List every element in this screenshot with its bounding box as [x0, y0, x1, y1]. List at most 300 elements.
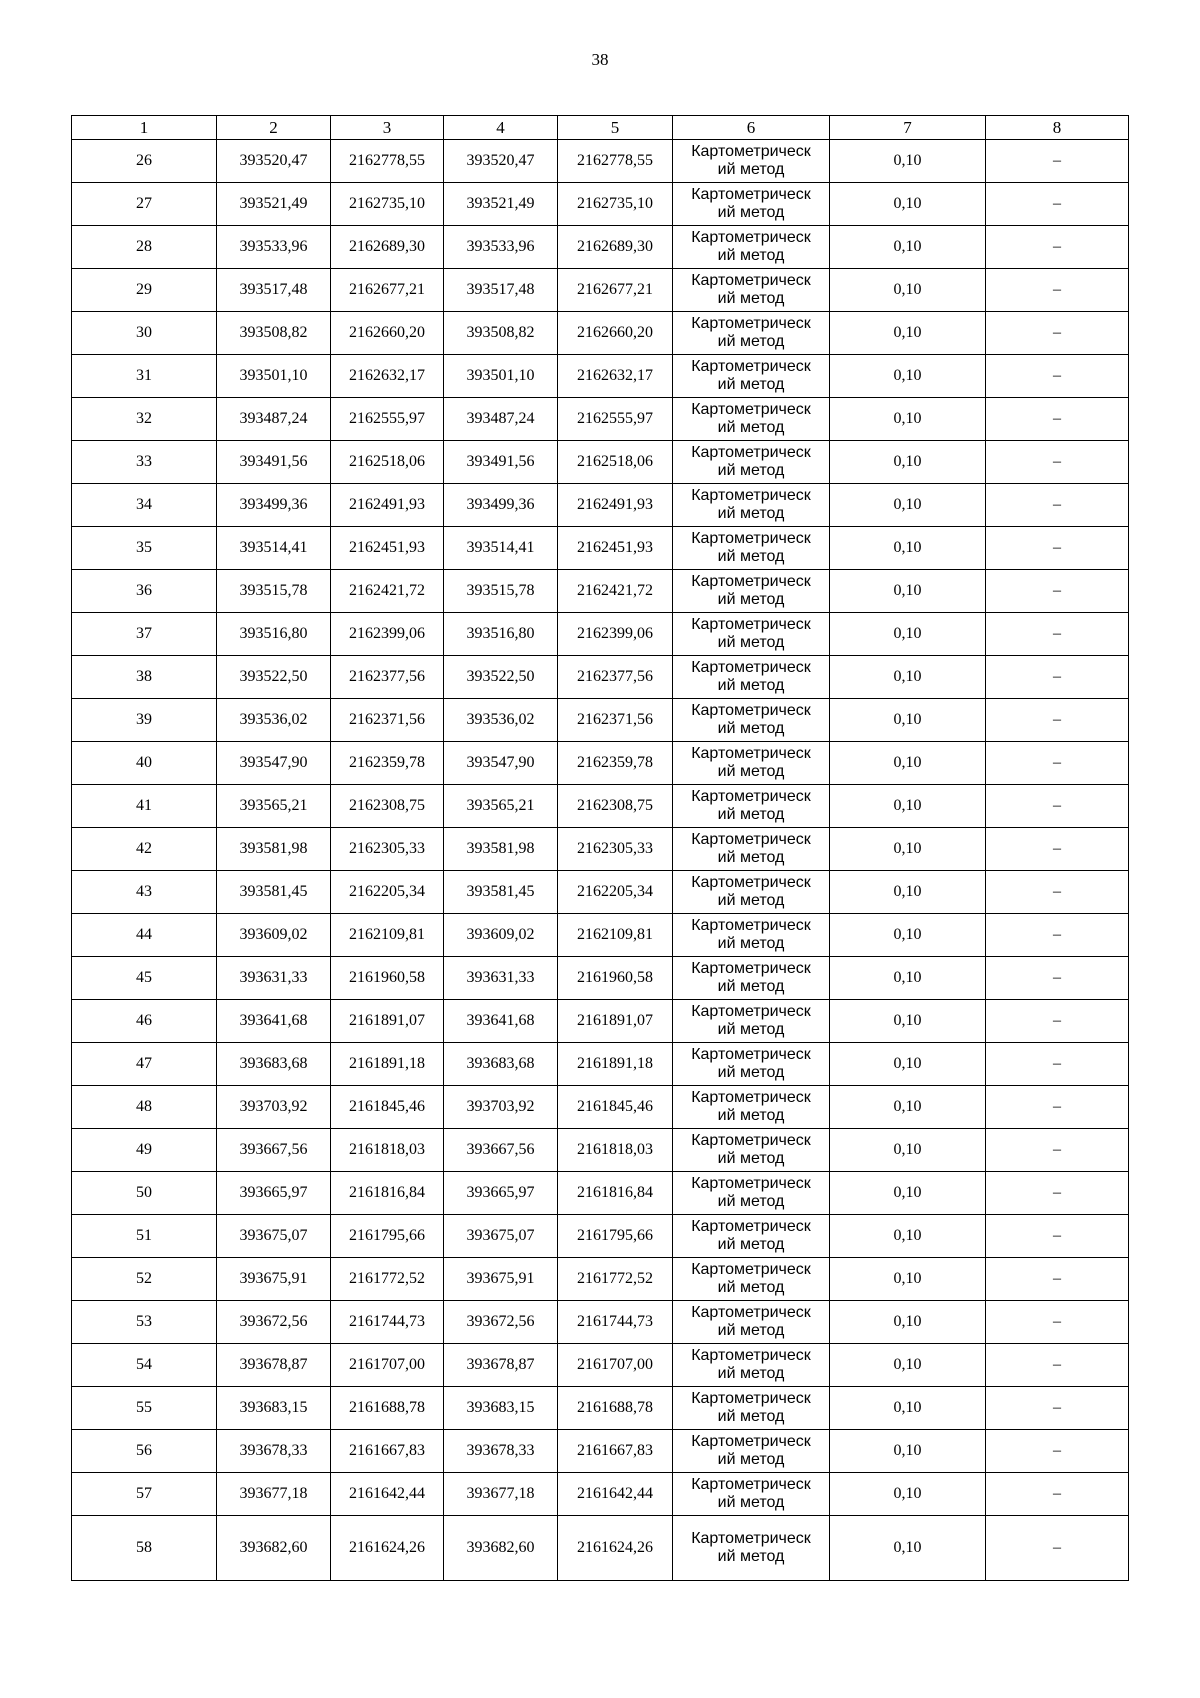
x-coordinate-cell: 393491,56 [444, 441, 558, 484]
method-line: Картометрическ [691, 143, 811, 160]
accuracy-cell: 0,10 [830, 656, 986, 699]
y-coordinate-cell: 2162377,56 [558, 656, 673, 699]
x-coordinate-cell: 393520,47 [217, 140, 331, 183]
y-coordinate-cell: 2162305,33 [558, 828, 673, 871]
accuracy-cell: 0,10 [830, 1344, 986, 1387]
x-coordinate-cell: 393501,10 [217, 355, 331, 398]
point-number-cell: 55 [72, 1387, 217, 1430]
x-coordinate-cell: 393514,41 [217, 527, 331, 570]
x-coordinate-cell: 393683,15 [444, 1387, 558, 1430]
column-header: 4 [444, 116, 558, 140]
table-row [72, 355, 1129, 398]
y-coordinate-cell: 2161744,73 [331, 1301, 444, 1344]
table-row [72, 1215, 1129, 1258]
method-cell [673, 183, 830, 226]
note-cell: – [986, 1387, 1129, 1430]
method-cell [673, 355, 830, 398]
table-row [72, 183, 1129, 226]
x-coordinate-cell: 393487,24 [444, 398, 558, 441]
column-header: 6 [673, 116, 830, 140]
x-coordinate-cell: 393499,36 [217, 484, 331, 527]
point-number-cell: 58 [72, 1516, 217, 1581]
method-line: ий метод [717, 548, 785, 565]
point-number-cell: 44 [72, 914, 217, 957]
y-coordinate-cell: 2162735,10 [558, 183, 673, 226]
method-line: ий метод [717, 1548, 785, 1565]
table-row [72, 957, 1129, 1000]
method-line: ий метод [717, 247, 785, 264]
note-cell: – [986, 183, 1129, 226]
x-coordinate-cell: 393609,02 [444, 914, 558, 957]
table-row [72, 398, 1129, 441]
accuracy-cell: 0,10 [830, 312, 986, 355]
accuracy-cell: 0,10 [830, 1129, 986, 1172]
note-cell: – [986, 1215, 1129, 1258]
method-cell [673, 1516, 830, 1581]
accuracy-cell: 0,10 [830, 1473, 986, 1516]
accuracy-cell: 0,10 [830, 183, 986, 226]
x-coordinate-cell: 393533,96 [444, 226, 558, 269]
method-line: Картометрическ [691, 616, 811, 633]
method-line: Картометрическ [691, 702, 811, 719]
x-coordinate-cell: 393516,80 [217, 613, 331, 656]
y-coordinate-cell: 2162109,81 [331, 914, 444, 957]
point-number-cell: 40 [72, 742, 217, 785]
x-coordinate-cell: 393665,97 [217, 1172, 331, 1215]
note-cell: – [986, 484, 1129, 527]
point-number-cell: 50 [72, 1172, 217, 1215]
y-coordinate-cell: 2161816,84 [331, 1172, 444, 1215]
point-number-cell: 38 [72, 656, 217, 699]
note-cell: – [986, 699, 1129, 742]
method-line: ий метод [717, 376, 785, 393]
note-cell: – [986, 1301, 1129, 1344]
method-line: ий метод [717, 1494, 785, 1511]
y-coordinate-cell: 2162308,75 [331, 785, 444, 828]
x-coordinate-cell: 393581,98 [217, 828, 331, 871]
point-number-cell: 26 [72, 140, 217, 183]
accuracy-cell: 0,10 [830, 613, 986, 656]
y-coordinate-cell: 2161845,46 [331, 1086, 444, 1129]
method-line: Картометрическ [691, 1261, 811, 1278]
point-number-cell: 28 [72, 226, 217, 269]
table-row [72, 1301, 1129, 1344]
method-line: Картометрическ [691, 1003, 811, 1020]
y-coordinate-cell: 2162491,93 [331, 484, 444, 527]
y-coordinate-cell: 2161816,84 [558, 1172, 673, 1215]
x-coordinate-cell: 393703,92 [217, 1086, 331, 1129]
method-cell [673, 613, 830, 656]
method-line: Картометрическ [691, 444, 811, 461]
x-coordinate-cell: 393675,07 [217, 1215, 331, 1258]
y-coordinate-cell: 2162555,97 [558, 398, 673, 441]
table-row [72, 742, 1129, 785]
y-coordinate-cell: 2162451,93 [558, 527, 673, 570]
y-coordinate-cell: 2162689,30 [331, 226, 444, 269]
y-coordinate-cell: 2161642,44 [558, 1473, 673, 1516]
table-row [72, 441, 1129, 484]
note-cell: – [986, 226, 1129, 269]
x-coordinate-cell: 393516,80 [444, 613, 558, 656]
point-number-cell: 30 [72, 312, 217, 355]
method-cell [673, 828, 830, 871]
accuracy-cell: 0,10 [830, 269, 986, 312]
accuracy-cell: 0,10 [830, 355, 986, 398]
method-line: ий метод [717, 720, 785, 737]
point-number-cell: 43 [72, 871, 217, 914]
y-coordinate-cell: 2161891,07 [558, 1000, 673, 1043]
method-line: ий метод [717, 1365, 785, 1382]
y-coordinate-cell: 2162491,93 [558, 484, 673, 527]
method-cell [673, 226, 830, 269]
x-coordinate-cell: 393682,60 [444, 1516, 558, 1581]
y-coordinate-cell: 2161624,26 [558, 1516, 673, 1581]
table-row [72, 484, 1129, 527]
method-cell [673, 398, 830, 441]
x-coordinate-cell: 393677,18 [217, 1473, 331, 1516]
method-line: Картометрическ [691, 1132, 811, 1149]
method-line: ий метод [717, 1279, 785, 1296]
x-coordinate-cell: 393515,78 [444, 570, 558, 613]
table-row [72, 656, 1129, 699]
y-coordinate-cell: 2161960,58 [331, 957, 444, 1000]
accuracy-cell: 0,10 [830, 441, 986, 484]
accuracy-cell: 0,10 [830, 484, 986, 527]
accuracy-cell: 0,10 [830, 1172, 986, 1215]
y-coordinate-cell: 2161772,52 [331, 1258, 444, 1301]
table-row [72, 1344, 1129, 1387]
x-coordinate-cell: 393703,92 [444, 1086, 558, 1129]
y-coordinate-cell: 2162377,56 [331, 656, 444, 699]
note-cell: – [986, 1516, 1129, 1581]
accuracy-cell: 0,10 [830, 226, 986, 269]
y-coordinate-cell: 2161891,07 [331, 1000, 444, 1043]
x-coordinate-cell: 393683,15 [217, 1387, 331, 1430]
note-cell: – [986, 914, 1129, 957]
method-line: ий метод [717, 290, 785, 307]
point-number-cell: 53 [72, 1301, 217, 1344]
method-cell [673, 441, 830, 484]
accuracy-cell: 0,10 [830, 828, 986, 871]
accuracy-cell: 0,10 [830, 398, 986, 441]
note-cell: – [986, 1172, 1129, 1215]
note-cell: – [986, 1043, 1129, 1086]
method-line: ий метод [717, 1107, 785, 1124]
x-coordinate-cell: 393514,41 [444, 527, 558, 570]
y-coordinate-cell: 2162632,17 [331, 355, 444, 398]
method-line: ий метод [717, 978, 785, 995]
method-line: ий метод [717, 1150, 785, 1167]
accuracy-cell: 0,10 [830, 1301, 986, 1344]
method-cell [673, 914, 830, 957]
method-line: ий метод [717, 1451, 785, 1468]
accuracy-cell: 0,10 [830, 1387, 986, 1430]
y-coordinate-cell: 2162359,78 [331, 742, 444, 785]
y-coordinate-cell: 2162632,17 [558, 355, 673, 398]
accuracy-cell: 0,10 [830, 570, 986, 613]
method-cell [673, 1473, 830, 1516]
table-row [72, 269, 1129, 312]
point-number-cell: 45 [72, 957, 217, 1000]
y-coordinate-cell: 2161667,83 [331, 1430, 444, 1473]
method-line: ий метод [717, 161, 785, 178]
x-coordinate-cell: 393508,82 [217, 312, 331, 355]
column-header: 5 [558, 116, 673, 140]
accuracy-cell: 0,10 [830, 1516, 986, 1581]
method-cell [673, 1215, 830, 1258]
method-line: ий метод [717, 591, 785, 608]
method-cell [673, 1129, 830, 1172]
method-line: ий метод [717, 1322, 785, 1339]
x-coordinate-cell: 393499,36 [444, 484, 558, 527]
x-coordinate-cell: 393678,33 [217, 1430, 331, 1473]
method-cell [673, 140, 830, 183]
x-coordinate-cell: 393672,56 [217, 1301, 331, 1344]
y-coordinate-cell: 2161795,66 [558, 1215, 673, 1258]
method-line: Картометрическ [691, 788, 811, 805]
point-number-cell: 56 [72, 1430, 217, 1473]
note-cell: – [986, 613, 1129, 656]
x-coordinate-cell: 393682,60 [217, 1516, 331, 1581]
point-number-cell: 42 [72, 828, 217, 871]
x-coordinate-cell: 393675,91 [444, 1258, 558, 1301]
accuracy-cell: 0,10 [830, 785, 986, 828]
x-coordinate-cell: 393641,68 [444, 1000, 558, 1043]
method-line: Картометрическ [691, 1347, 811, 1364]
y-coordinate-cell: 2162359,78 [558, 742, 673, 785]
y-coordinate-cell: 2162518,06 [331, 441, 444, 484]
y-coordinate-cell: 2161891,18 [331, 1043, 444, 1086]
note-cell: – [986, 527, 1129, 570]
x-coordinate-cell: 393677,18 [444, 1473, 558, 1516]
x-coordinate-cell: 393678,87 [444, 1344, 558, 1387]
point-number-cell: 39 [72, 699, 217, 742]
method-line: Картометрическ [691, 874, 811, 891]
method-line: ий метод [717, 1021, 785, 1038]
x-coordinate-cell: 393581,45 [217, 871, 331, 914]
accuracy-cell: 0,10 [830, 957, 986, 1000]
y-coordinate-cell: 2161642,44 [331, 1473, 444, 1516]
method-line: ий метод [717, 204, 785, 221]
x-coordinate-cell: 393641,68 [217, 1000, 331, 1043]
method-line: ий метод [717, 849, 785, 866]
table-body [72, 140, 1129, 1581]
method-line: Картометрическ [691, 1476, 811, 1493]
method-line: Картометрическ [691, 1046, 811, 1063]
table-row [72, 570, 1129, 613]
table-row [72, 312, 1129, 355]
method-line: Картометрическ [691, 1304, 811, 1321]
table-row [72, 140, 1129, 183]
note-cell: – [986, 570, 1129, 613]
accuracy-cell: 0,10 [830, 871, 986, 914]
method-line: Картометрическ [691, 186, 811, 203]
table-row [72, 1086, 1129, 1129]
y-coordinate-cell: 2161772,52 [558, 1258, 673, 1301]
method-line: Картометрическ [691, 487, 811, 504]
method-cell [673, 527, 830, 570]
method-line: Картометрическ [691, 1175, 811, 1192]
x-coordinate-cell: 393609,02 [217, 914, 331, 957]
accuracy-cell: 0,10 [830, 1086, 986, 1129]
method-line: Картометрическ [691, 358, 811, 375]
accuracy-cell: 0,10 [830, 1215, 986, 1258]
y-coordinate-cell: 2161818,03 [558, 1129, 673, 1172]
method-line: ий метод [717, 935, 785, 952]
point-number-cell: 34 [72, 484, 217, 527]
point-number-cell: 48 [72, 1086, 217, 1129]
note-cell: – [986, 957, 1129, 1000]
method-line: ий метод [717, 1193, 785, 1210]
y-coordinate-cell: 2161688,78 [331, 1387, 444, 1430]
method-line: Картометрическ [691, 1530, 811, 1547]
column-header: 3 [331, 116, 444, 140]
table-row [72, 1516, 1129, 1581]
table-row [72, 871, 1129, 914]
method-line: ий метод [717, 419, 785, 436]
method-line: Картометрическ [691, 960, 811, 977]
point-number-cell: 54 [72, 1344, 217, 1387]
x-coordinate-cell: 393521,49 [444, 183, 558, 226]
method-line: ий метод [717, 763, 785, 780]
page-number: 38 [591, 50, 609, 69]
method-line: ий метод [717, 333, 785, 350]
y-coordinate-cell: 2162689,30 [558, 226, 673, 269]
table-row [72, 785, 1129, 828]
method-cell [673, 1086, 830, 1129]
note-cell: – [986, 1129, 1129, 1172]
y-coordinate-cell: 2162451,93 [331, 527, 444, 570]
x-coordinate-cell: 393581,45 [444, 871, 558, 914]
method-cell [673, 699, 830, 742]
method-cell [673, 1387, 830, 1430]
method-line: Картометрическ [691, 1218, 811, 1235]
x-coordinate-cell: 393522,50 [444, 656, 558, 699]
method-cell [673, 1000, 830, 1043]
x-coordinate-cell: 393631,33 [217, 957, 331, 1000]
note-cell: – [986, 1473, 1129, 1516]
table-header [72, 116, 1129, 140]
note-cell: – [986, 1430, 1129, 1473]
method-cell [673, 312, 830, 355]
x-coordinate-cell: 393631,33 [444, 957, 558, 1000]
table-row [72, 1258, 1129, 1301]
header-row [72, 116, 1129, 140]
point-number-cell: 33 [72, 441, 217, 484]
note-cell: – [986, 828, 1129, 871]
x-coordinate-cell: 393491,56 [217, 441, 331, 484]
y-coordinate-cell: 2162371,56 [558, 699, 673, 742]
table-row [72, 613, 1129, 656]
method-cell [673, 1430, 830, 1473]
y-coordinate-cell: 2162308,75 [558, 785, 673, 828]
x-coordinate-cell: 393517,48 [217, 269, 331, 312]
method-line: Картометрическ [691, 745, 811, 762]
point-number-cell: 31 [72, 355, 217, 398]
point-number-cell: 49 [72, 1129, 217, 1172]
method-line: ий метод [717, 806, 785, 823]
y-coordinate-cell: 2162677,21 [558, 269, 673, 312]
x-coordinate-cell: 393667,56 [444, 1129, 558, 1172]
method-line: Картометрическ [691, 272, 811, 289]
y-coordinate-cell: 2162399,06 [331, 613, 444, 656]
method-line: ий метод [717, 1236, 785, 1253]
x-coordinate-cell: 393667,56 [217, 1129, 331, 1172]
x-coordinate-cell: 393536,02 [217, 699, 331, 742]
point-number-cell: 27 [72, 183, 217, 226]
note-cell: – [986, 1258, 1129, 1301]
y-coordinate-cell: 2162677,21 [331, 269, 444, 312]
note-cell: – [986, 1086, 1129, 1129]
y-coordinate-cell: 2162205,34 [331, 871, 444, 914]
note-cell: – [986, 785, 1129, 828]
method-line: Картометрическ [691, 1390, 811, 1407]
x-coordinate-cell: 393683,68 [444, 1043, 558, 1086]
point-number-cell: 46 [72, 1000, 217, 1043]
note-cell: – [986, 656, 1129, 699]
method-cell [673, 570, 830, 613]
x-coordinate-cell: 393547,90 [444, 742, 558, 785]
method-line: ий метод [717, 462, 785, 479]
x-coordinate-cell: 393521,49 [217, 183, 331, 226]
method-line: Картометрическ [691, 315, 811, 332]
x-coordinate-cell: 393675,07 [444, 1215, 558, 1258]
y-coordinate-cell: 2162421,72 [331, 570, 444, 613]
column-header: 8 [986, 116, 1129, 140]
method-line: ий метод [717, 677, 785, 694]
y-coordinate-cell: 2162205,34 [558, 871, 673, 914]
y-coordinate-cell: 2161707,00 [331, 1344, 444, 1387]
accuracy-cell: 0,10 [830, 1258, 986, 1301]
method-line: ий метод [717, 1408, 785, 1425]
table-row [72, 828, 1129, 871]
y-coordinate-cell: 2161667,83 [558, 1430, 673, 1473]
point-number-cell: 36 [72, 570, 217, 613]
method-cell [673, 785, 830, 828]
y-coordinate-cell: 2161818,03 [331, 1129, 444, 1172]
x-coordinate-cell: 393672,56 [444, 1301, 558, 1344]
method-line: Картометрическ [691, 1089, 811, 1106]
accuracy-cell: 0,10 [830, 914, 986, 957]
note-cell: – [986, 871, 1129, 914]
y-coordinate-cell: 2161707,00 [558, 1344, 673, 1387]
y-coordinate-cell: 2161845,46 [558, 1086, 673, 1129]
method-line: Картометрическ [691, 401, 811, 418]
method-cell [673, 269, 830, 312]
method-cell [673, 656, 830, 699]
y-coordinate-cell: 2162735,10 [331, 183, 444, 226]
method-line: Картометрическ [691, 229, 811, 246]
y-coordinate-cell: 2162778,55 [331, 140, 444, 183]
method-cell [673, 1258, 830, 1301]
y-coordinate-cell: 2161744,73 [558, 1301, 673, 1344]
table-row [72, 1387, 1129, 1430]
x-coordinate-cell: 393517,48 [444, 269, 558, 312]
method-cell [673, 871, 830, 914]
x-coordinate-cell: 393678,33 [444, 1430, 558, 1473]
table-row [72, 1000, 1129, 1043]
x-coordinate-cell: 393665,97 [444, 1172, 558, 1215]
x-coordinate-cell: 393565,21 [444, 785, 558, 828]
table-row [72, 527, 1129, 570]
note-cell: – [986, 1000, 1129, 1043]
method-line: Картометрическ [691, 573, 811, 590]
x-coordinate-cell: 393683,68 [217, 1043, 331, 1086]
accuracy-cell: 0,10 [830, 699, 986, 742]
method-cell [673, 1301, 830, 1344]
accuracy-cell: 0,10 [830, 140, 986, 183]
x-coordinate-cell: 393515,78 [217, 570, 331, 613]
